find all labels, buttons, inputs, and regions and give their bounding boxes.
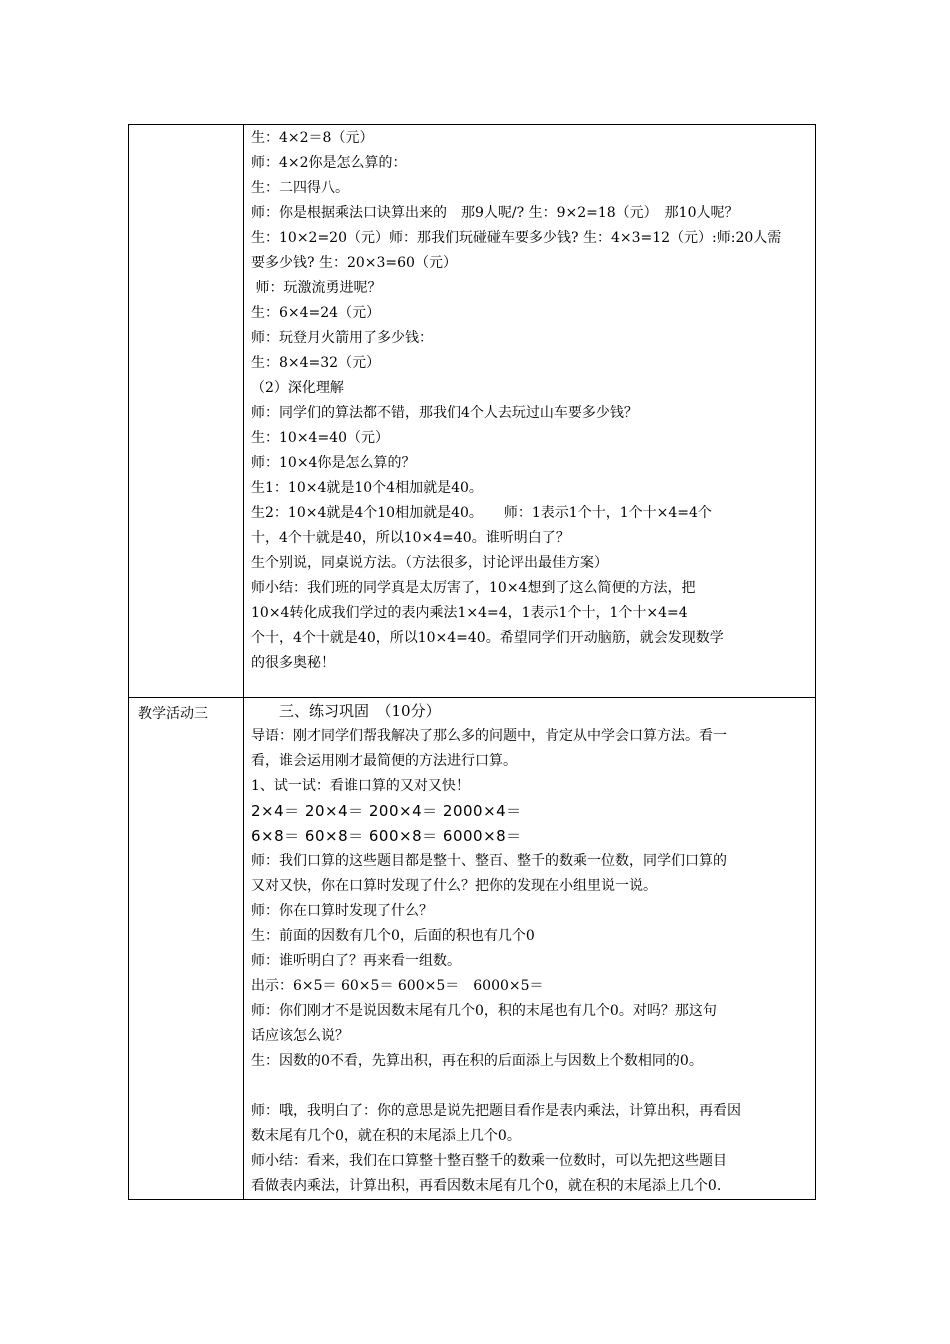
text-line: 十，4个十就是40，所以10×4=40。谁听明白了？ <box>251 530 570 546</box>
table-row <box>129 125 816 698</box>
text-line: 1、试一试：看谁口算的又对又快！ <box>251 778 470 794</box>
text-line: 10×4转化成我们学过的表内乘法1×4=4，1表示1个十，1个十×4=4 <box>251 605 688 621</box>
blank-line <box>251 1074 809 1099</box>
text-line: 生：10×4=40（元） <box>251 430 389 446</box>
calc-line: 6×8＝ 60×8＝ 600×8＝ 6000×8＝ <box>251 827 522 845</box>
text-line: 师：谁听明白了？再来看一组数。 <box>251 953 461 969</box>
row-content-cell <box>244 125 816 698</box>
text-line: 个十，4个十就是40，所以10×4=40。希望同学们开动脑筋，就会发现数学 <box>251 630 724 646</box>
dialogue-block <box>251 125 809 676</box>
text-line: 师：玩激流勇进呢？ <box>251 280 382 296</box>
text-line: 出示：6×5＝ 60×5＝ 600×5＝ 6000×5＝ <box>251 978 544 994</box>
row-label-cell <box>129 125 244 698</box>
text-line: 生：前面的因数有几个0，后面的积也有几个0 <box>251 928 535 944</box>
text-line: 师：你们刚才不是说因数末尾有几个0，积的末尾也有几个0。对吗？那这句 <box>251 1003 717 1019</box>
text-line: 师：我们口算的这些题目都是整十、整百、整千的数乘一位数，同学们口算的 <box>251 853 727 869</box>
text-line: 师：你是根据乘法口诀算出来的 那9人呢/? 生：9×2=18（元） 那10人呢？ <box>251 205 739 221</box>
text-line: 生1：10×4就是10个4相加就是40。 <box>251 480 483 496</box>
text-line: 生：4×2＝8（元） <box>251 130 374 146</box>
text-line: 要多少钱? 生：20×3=60（元） <box>251 255 457 271</box>
row-content-cell <box>244 698 816 1200</box>
text-line: 师小结：看来，我们在口算整十整百整千的数乘一位数时，可以先把这些题目 <box>251 1153 727 1169</box>
text-line: 数末尾有几个0，就在积的末尾添上几个0。 <box>251 1128 521 1144</box>
text-line: 生：二四得八。 <box>251 180 349 196</box>
text-line: 生：8×4=32（元） <box>251 355 381 371</box>
text-line: 导语：刚才同学们帮我解决了那么多的问题中，肯定从中学会口算方法。看一 <box>251 728 727 744</box>
text-line: 生2：10×4就是4个10相加就是40。 师：1表示1个十，1个十×4=4个 <box>251 505 712 521</box>
table-row <box>129 698 816 1200</box>
text-line: 话应该怎么说？ <box>251 1028 349 1044</box>
text-line: 师小结：我们班的同学真是太厉害了，10×4想到了这么简便的方法，把 <box>251 580 696 596</box>
text-line: 师：你在口算时发现了什么？ <box>251 903 433 919</box>
section-title: 三、练习巩固 （10分） <box>279 702 441 720</box>
text-line: 师：4×2你是怎么算的： <box>251 155 407 171</box>
text-line: 师：10×4你是怎么算的？ <box>251 455 416 471</box>
text-line: 生个别说，同桌说方法。（方法很多，讨论评出最佳方案） <box>251 555 608 571</box>
row-label-cell <box>129 698 244 1200</box>
text-line: 生：10×2=20（元）师：那我们玩碰碰车要多少钱? 生：4×3=12（元）:师:20人需 <box>251 230 782 246</box>
text-line: 师：同学们的算法都不错，那我们4个人去玩过山车要多少钱？ <box>251 405 638 421</box>
lesson-plan-table <box>128 124 816 1200</box>
text-line: 又对又快，你在口算时发现了什么？把你的发现在小组里说一说。 <box>251 878 657 894</box>
text-line: 看做表内乘法，计算出积，再看因数末尾有几个0，就在积的末尾添上几个0. <box>251 1178 722 1194</box>
calc-line: 2×4＝ 20×4＝ 200×4＝ 2000×4＝ <box>251 802 522 820</box>
text-line: 师：哦，我明白了：你的意思是说先把题目看作是表内乘法，计算出积，再看因 <box>251 1103 741 1119</box>
row-label <box>129 125 243 129</box>
subsection-heading: （2）深化理解 <box>251 380 344 396</box>
text-line: 师：玩登月火箭用了多少钱： <box>251 330 433 346</box>
exercise-block <box>251 698 809 1199</box>
text-line: 生：因数的0不看，先算出积，再在积的后面添上与因数上个数相同的0。 <box>251 1053 703 1069</box>
text-line: 生：6×4=24（元） <box>251 305 381 321</box>
text-line: 看，谁会运用刚才最简便的方法进行口算。 <box>251 753 517 769</box>
row-label: 教学活动三 <box>138 706 208 722</box>
text-line: 的很多奥秘！ <box>251 655 335 671</box>
